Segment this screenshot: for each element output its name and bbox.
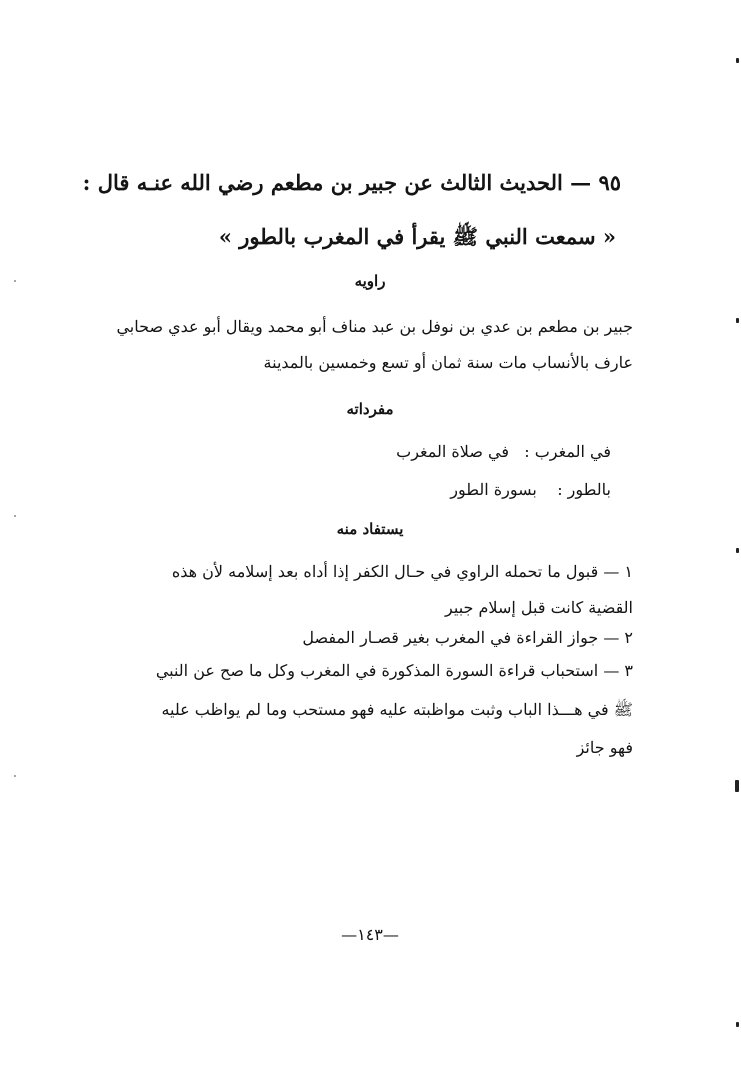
narrator-line-2: عارف بالأنساب مات سنة ثمان أو تسع وخمسين بالمدينة — [263, 353, 633, 372]
page-number: —١٤٣— — [341, 925, 399, 944]
vocab-item-1 — [396, 442, 611, 461]
lesson-line-2: القضية كانت قبل إسلام جبير — [445, 598, 633, 617]
hadith-title-line: ٩٥ — الحديث الثالث عن جبير بن مطعم رضي الله عنـه قال : — [82, 170, 621, 195]
lesson-line-3: ٢ — جواز القراءة في المغرب بغير قصـار المفصل — [302, 628, 633, 647]
vocab-meaning: بسورة الطور — [450, 480, 537, 499]
lessons-heading: يستفاد منه — [336, 520, 404, 538]
lesson-line-6: فهو جائز — [576, 738, 633, 757]
vocab-term: بالطور : — [557, 480, 611, 499]
vocab-term: في المغرب : — [524, 442, 611, 461]
scan-mark — [736, 1022, 739, 1027]
scan-mark — [736, 318, 739, 323]
scan-dot — [14, 280, 16, 282]
hadith-quote-line: « سمعت النبي ﷺ يقرأ في المغرب بالطور » — [218, 224, 616, 249]
scan-dot — [14, 515, 16, 517]
vocab-item-2 — [450, 480, 611, 499]
lesson-line-4: ٣ — استحباب قراءة السورة المذكورة في المغرب وكل ما صح عن النبي — [155, 661, 633, 680]
scan-mark — [736, 58, 739, 63]
vocab-meaning: في صلاة المغرب — [396, 442, 509, 461]
lesson-line-1: ١ — قبول ما تحمله الراوي في حـال الكفر إذا أداه بعد إسلامه لأن هذه — [171, 562, 633, 581]
scan-dot — [14, 775, 16, 777]
lesson-line-5: ﷺ في هـــذا الباب وثبت مواظبته عليه فهو مستحب وما لم يواظب عليه — [161, 700, 633, 719]
scan-mark — [735, 780, 739, 792]
scan-mark — [736, 548, 739, 553]
vocabulary-heading: مفرداته — [346, 400, 394, 418]
narrator-line-1: جبير بن مطعم بن عدي بن نوفل بن عبد مناف أبو محمد ويقال أبو عدي صحابي — [116, 317, 633, 336]
narrator-heading: راويه — [354, 272, 386, 290]
